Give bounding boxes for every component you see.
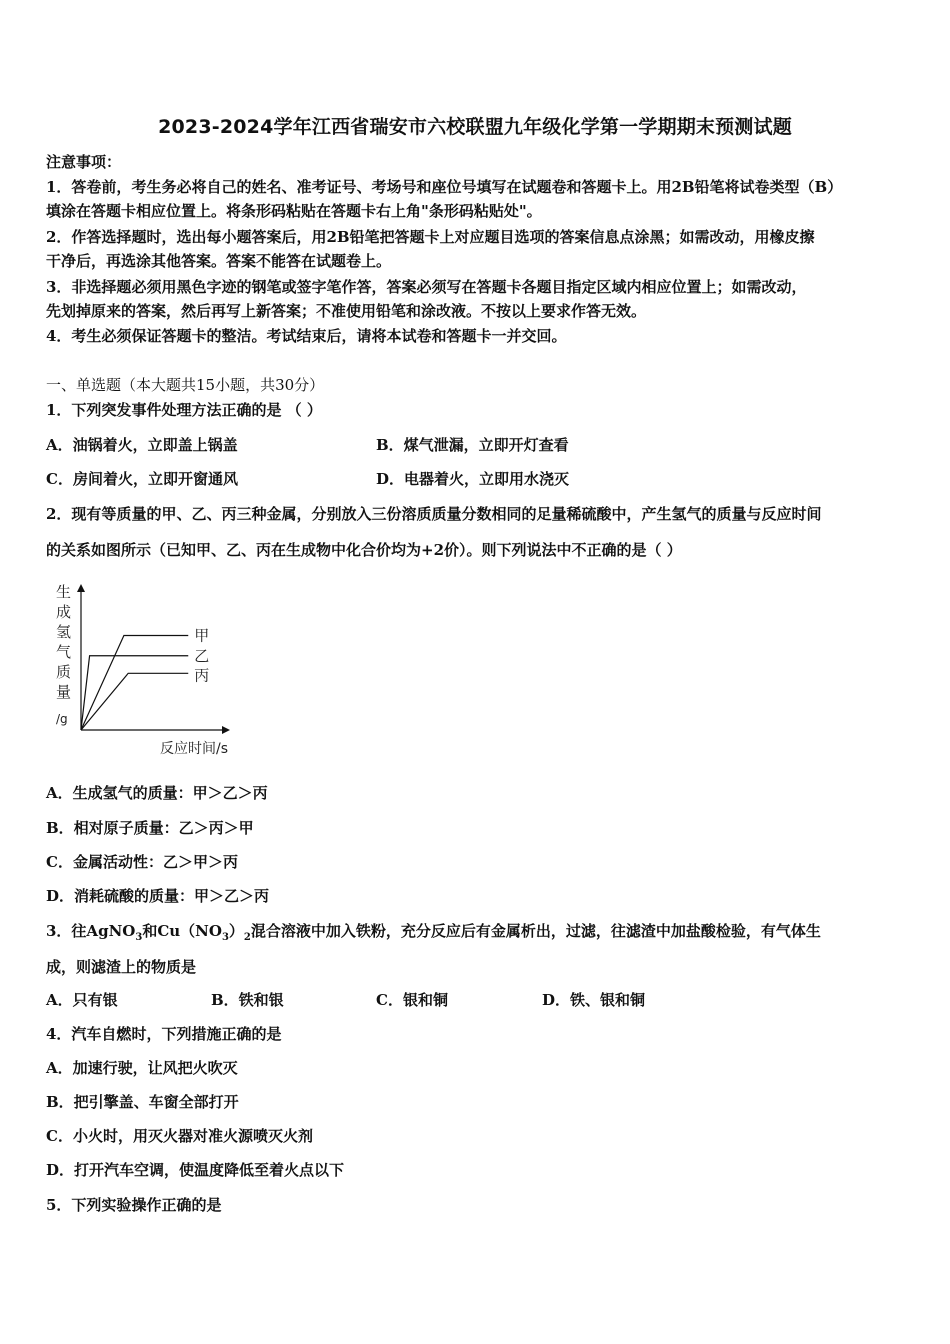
section-heading: 一、单选题（本大题共15小题，共30分） bbox=[46, 376, 325, 394]
q3-option-b[interactable]: B．铁和银 bbox=[211, 991, 284, 1009]
page-title: 2023-2024学年江西省瑞安市六校联盟九年级化学第一学期期末预测试题 bbox=[158, 116, 792, 138]
chart-xlabel: 反应时间/s bbox=[160, 741, 229, 757]
x-axis-arrow bbox=[222, 726, 230, 734]
series-line-1 bbox=[81, 636, 188, 731]
chart-ylabel bbox=[56, 583, 71, 726]
chart-ylabel-char: 生 bbox=[56, 583, 72, 601]
chart-ylabel-char: 氢 bbox=[56, 623, 72, 641]
notice-line: 先划掉原来的答案，然后再写上新答案；不准使用铅笔和涂改液。不按以上要求作答无效。 bbox=[46, 302, 647, 320]
question-4-stem: 4．汽车自燃时，下列措施正确的是 bbox=[46, 1025, 282, 1043]
q1-option-d[interactable]: D．电器着火，立即用水浇灭 bbox=[376, 470, 570, 488]
notice-line: 干净后，再选涂其他答案。答案不能答在试题卷上。 bbox=[46, 252, 392, 270]
q1-option-a[interactable]: A．油锅着火，立即盖上锅盖 bbox=[46, 436, 238, 454]
q3-option-c[interactable]: C．银和铜 bbox=[376, 991, 448, 1009]
chart-ylabel-unit: /g bbox=[56, 712, 68, 726]
q3-option-d[interactable]: D．铁、银和铜 bbox=[542, 991, 646, 1009]
q1-option-c[interactable]: C．房间着火，立即开窗通风 bbox=[46, 470, 238, 488]
series-line-2 bbox=[81, 656, 188, 730]
question-1-stem: 1．下列突发事件处理方法正确的是 （ ） bbox=[46, 401, 322, 419]
notice-line: 2．作答选择题时，选出每小题答案后，用2B铅笔把答题卡上对应题目选项的答案信息点涂黑；如需改动，用橡皮擦 bbox=[46, 228, 815, 246]
hydrogen-mass-chart bbox=[44, 575, 254, 760]
series-label-2: 乙 bbox=[194, 646, 210, 665]
chart-ylabel-char: 质 bbox=[56, 663, 72, 681]
question-3-stem-line1: 3．往AgNO$_3$和$Cu(NO_3)_2$混合溶液中加入铁粉，充分反应后有金属析出，过滤，往滤渣中加盐酸检验，有气体生 bbox=[46, 922, 821, 943]
question-2-stem-line1: 2．现有等质量的甲、乙、丙三种金属，分别放入三份溶质质量分数相同的足量稀硫酸中，产生氢气的质量与反应时间 bbox=[46, 505, 822, 523]
series-label-1: 甲 bbox=[194, 626, 210, 645]
q4-option-d[interactable]: D．打开汽车空调，使温度降低至着火点以下 bbox=[46, 1161, 345, 1179]
chart-ylabel-char: 气 bbox=[56, 643, 72, 661]
notice-heading: 注意事项： bbox=[46, 153, 122, 171]
series-label-3: 丙 bbox=[194, 666, 210, 685]
y-axis-arrow bbox=[77, 584, 85, 592]
question-2-stem-line2: 的关系如图所示（已知甲、乙、丙在生成物中化合价均为+2价）。则下列说法中不正确的是（ ） bbox=[46, 541, 682, 559]
notice-line: 1．答卷前，考生务必将自己的姓名、准考证号、考场号和座位号填写在试题卷和答题卡上。用2B铅笔将试卷类型（B） bbox=[46, 178, 843, 196]
q4-option-c[interactable]: C．小火时，用灭火器对准火源喷灭火剂 bbox=[46, 1127, 313, 1145]
chart-series bbox=[81, 627, 209, 731]
notice-line: 填涂在答题卡相应位置上。将条形码粘贴在答题卡右上角"条形码粘贴处"。 bbox=[46, 202, 542, 220]
question-3-stem-line2: 成，则滤渣上的物质是 bbox=[46, 958, 197, 976]
chart-ylabel-char: 量 bbox=[56, 683, 72, 701]
notice-line: 4．考生必须保证答题卡的整洁。考试结束后，请将本试卷和答题卡一并交回。 bbox=[46, 327, 567, 345]
q2-option-c[interactable]: C．金属活动性：乙＞甲＞丙 bbox=[46, 853, 238, 871]
q1-option-b[interactable]: B．煤气泄漏，立即开灯查看 bbox=[376, 436, 569, 454]
q3-option-a[interactable]: A．只有银 bbox=[46, 991, 118, 1009]
notice-line: 3．非选择题必须用黑色字迹的钢笔或签字笔作答，答案必须写在答题卡各题目指定区域内相应位置上；如需改动， bbox=[46, 278, 807, 296]
q4-option-a[interactable]: A．加速行驶，让风把火吹灭 bbox=[46, 1059, 238, 1077]
chart-ylabel-char: 成 bbox=[56, 603, 72, 621]
series-line-3 bbox=[81, 673, 188, 730]
q2-option-a[interactable]: A．生成氢气的质量：甲＞乙＞丙 bbox=[46, 784, 268, 802]
q2-option-b[interactable]: B．相对原子质量：乙＞丙＞甲 bbox=[46, 819, 254, 837]
question-5-stem: 5．下列实验操作正确的是 bbox=[46, 1196, 222, 1214]
q4-option-b[interactable]: B．把引擎盖、车窗全部打开 bbox=[46, 1093, 239, 1111]
q2-option-d[interactable]: D．消耗硫酸的质量：甲＞乙＞丙 bbox=[46, 887, 270, 905]
